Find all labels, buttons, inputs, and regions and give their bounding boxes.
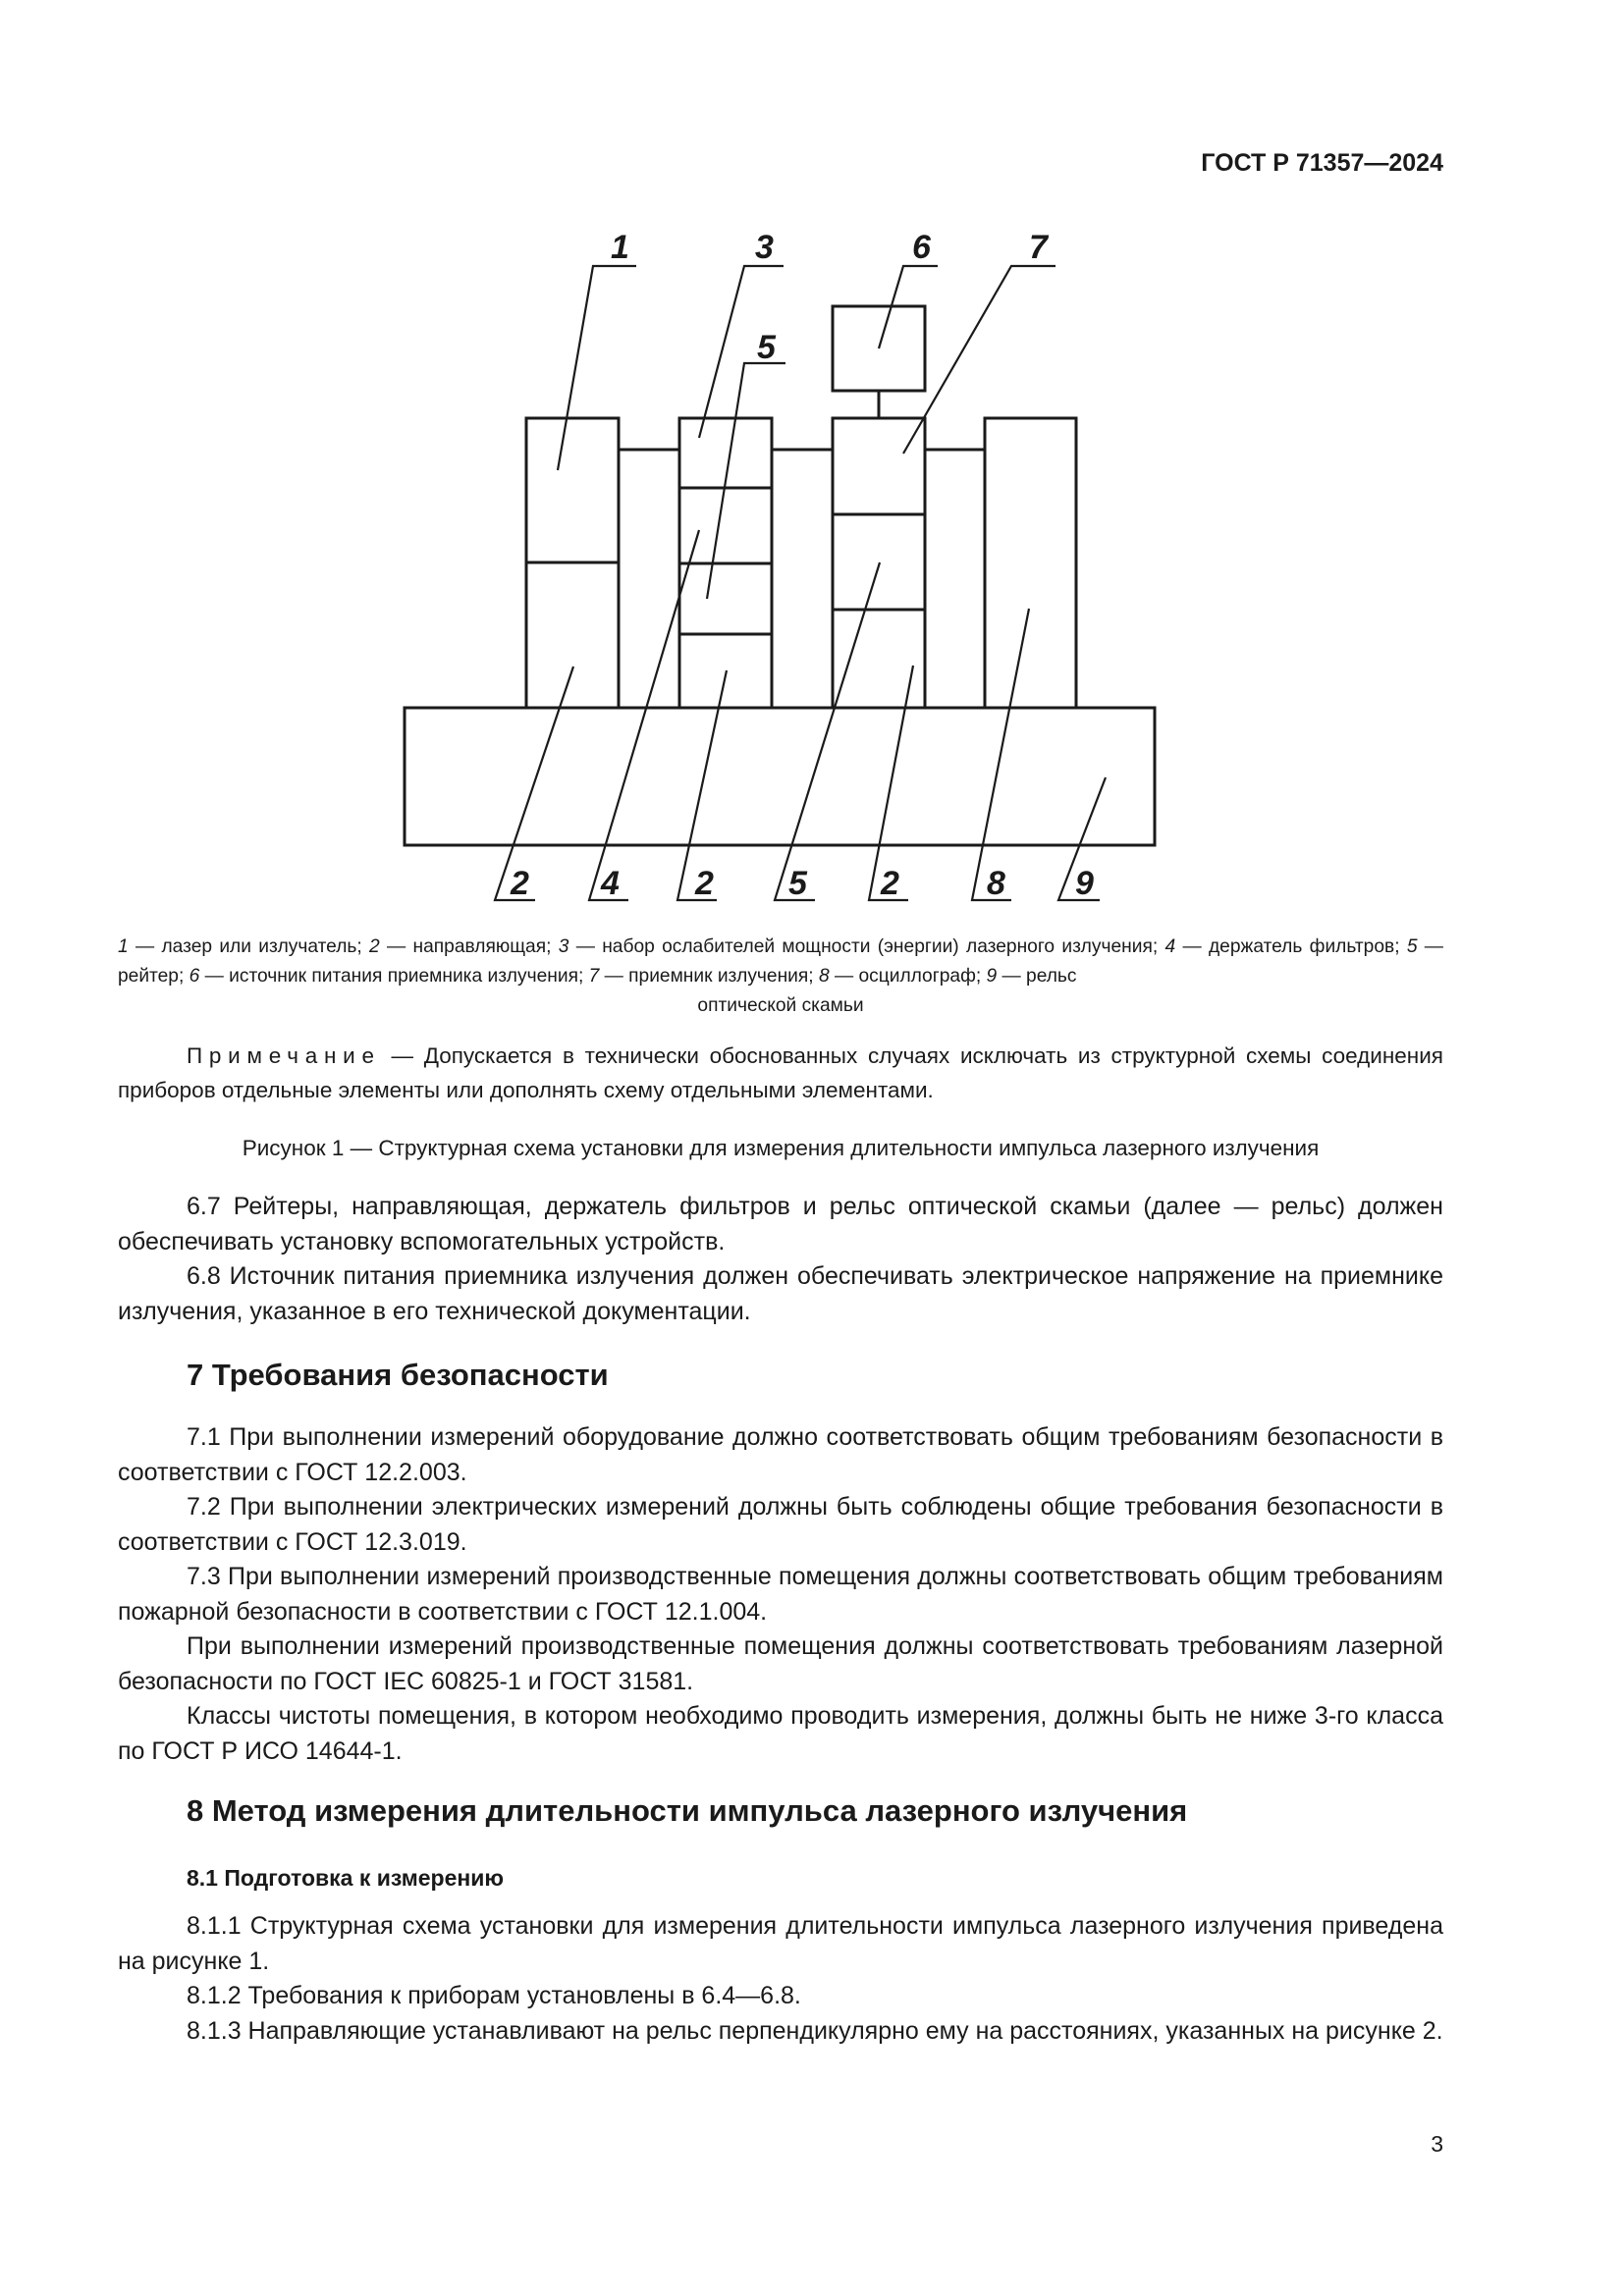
paragraph-8-1-2: 8.1.2 Требования к приборам установлены в 6.4—6.8. [187, 1982, 801, 2009]
legend-item-1: 1 — лазер или излучатель; [118, 936, 370, 957]
note-text: — Допускается в технически обоснованных случаях исключать из структурной схемы соединения приборов отдельные элементы или дополнять схему отдельными элементами. [118, 1043, 1443, 1102]
legend-item-9: 9 — рельс [986, 966, 1077, 987]
legend-item-4: 4 — держатель фильтров; [1164, 936, 1407, 957]
structural-diagram [0, 0, 1624, 923]
paragraph-7-3: 7.3 При выполнении измерений производственные помещения должны соответствовать общим требованиям пожарной безопасности в соответствии с ГОСТ 12.1.004. [118, 1563, 1443, 1626]
figure-legend [118, 933, 1443, 1021]
label-2-laser: 2 [511, 865, 529, 902]
legend-last-line: оптической скамьи [697, 995, 864, 1016]
figure-caption: Рисунок 1 — Структурная схема установки для измерения длительности импульса лазерного излучения [242, 1136, 1320, 1160]
legend-item-3: 3 — набор ослабителей мощности (энергии) лазерного излучения; [558, 936, 1165, 957]
figure-note [118, 1039, 1443, 1107]
label-5-top: 5 [757, 329, 776, 366]
label-6: 6 [912, 229, 931, 266]
subsection-8-1-title: 8.1 Подготовка к измерению [187, 1865, 505, 1891]
label-4: 4 [601, 865, 620, 902]
section-7-title: 7 Требования безопасности [187, 1358, 609, 1392]
oscilloscope-box [985, 418, 1076, 708]
paragraph-6-7: 6.7 Рейтеры, направляющая, держатель фильтров и рельс оптической скамьи (далее — рельс) должен обеспечивать установку вспомогательных устройств. [118, 1193, 1443, 1255]
paragraph-clean-room: Классы чистоты помещения, в котором необходимо проводить измерения, должны быть не ниже 3-го класса по ГОСТ Р ИСО 14644-1. [118, 1702, 1443, 1765]
legend-item-8: 8 — осциллограф; [818, 966, 987, 987]
label-9: 9 [1075, 865, 1094, 902]
paragraph-7-2: 7.2 При выполнении электрических измерений должны быть соблюдены общие требования безопасности в соответствии с ГОСТ 12.3.019. [118, 1493, 1443, 1556]
section-6-text [118, 1190, 1443, 1329]
section-8-text [118, 1909, 1443, 2049]
label-3: 3 [755, 229, 774, 266]
section-7-text [118, 1420, 1443, 1769]
label-2-attenuator: 2 [695, 865, 714, 902]
paragraph-8-1-3: 8.1.3 Направляющие устанавливают на рельс перпендикулярно ему на расстояниях, указанных на рисунке 2. [187, 2016, 1443, 2045]
label-1: 1 [611, 229, 629, 266]
label-7: 7 [1029, 229, 1048, 266]
section-8-title: 8 Метод измерения длительности импульса лазерного излучения [187, 1793, 1188, 1828]
page-number: 3 [1431, 2131, 1443, 2157]
label-2-receiver: 2 [881, 865, 899, 902]
paragraph-8-1-1: 8.1.1 Структурная схема установки для измерения длительности импульса лазерного излучения приведена на рисунке 1. [118, 1912, 1443, 1975]
legend-item-7: 7 — приемник излучения; [588, 966, 819, 987]
document-header: ГОСТ Р 71357—2024 [1201, 149, 1443, 177]
legend-item-6: 6 — источник питания приемника излучения; [189, 966, 589, 987]
paragraph-6-8: 6.8 Источник питания приемника излучения должен обеспечивать электрическое напряжение на приемнике излучения, указанное в его технической документации. [118, 1262, 1443, 1325]
label-5-bottom: 5 [788, 865, 807, 902]
legend-item-5: 5 — рейтер; [118, 936, 1443, 987]
note-label: Примечание [187, 1043, 381, 1068]
legend-item-2: 2 — направляющая; [369, 936, 559, 957]
paragraph-laser-safety: При выполнении измерений производственные помещения должны соответствовать требованиям лазерной безопасности по ГОСТ IEC 60825-1 и ГОСТ 31581. [118, 1632, 1443, 1695]
rail-box [405, 708, 1155, 845]
paragraph-7-1: 7.1 При выполнении измерений оборудование должно соответствовать общим требованиям безопасности в соответствии с ГОСТ 12.2.003. [118, 1423, 1443, 1486]
label-8: 8 [987, 865, 1005, 902]
